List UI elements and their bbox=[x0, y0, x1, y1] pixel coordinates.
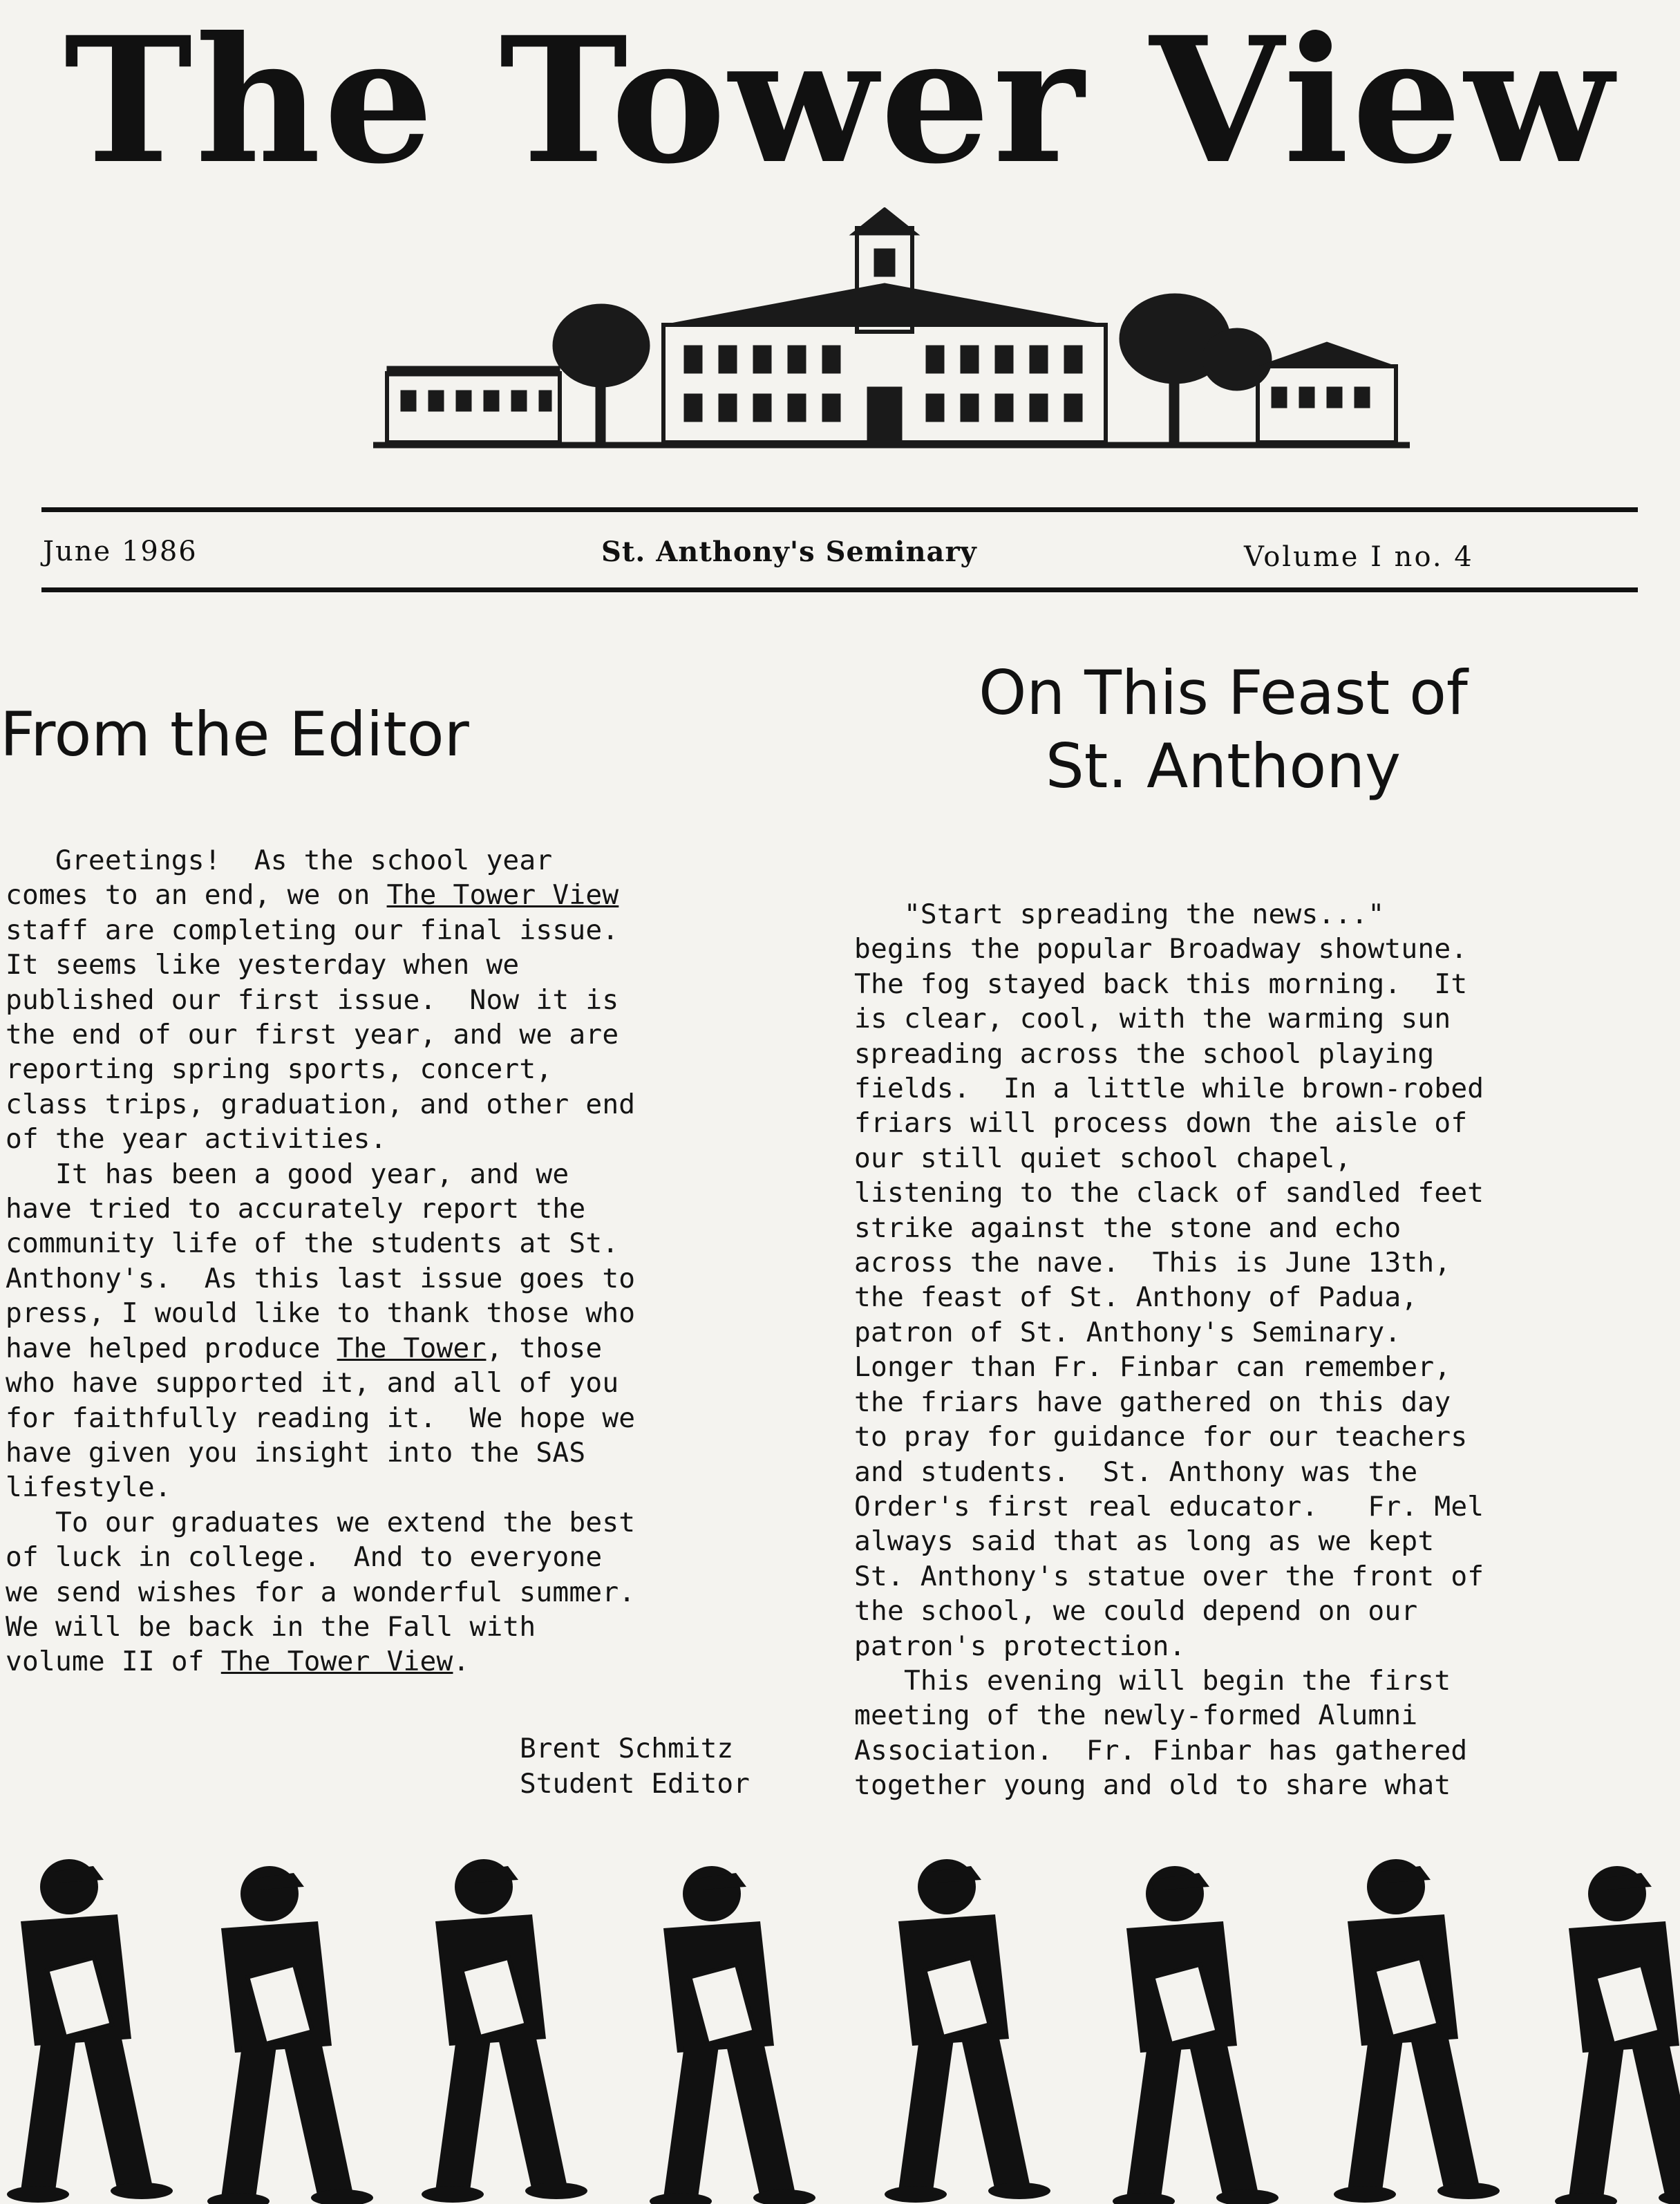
feast-text-line: St. Anthony's statue over the front of bbox=[854, 1560, 1484, 1592]
signature-name: Brent Schmitz bbox=[520, 1733, 734, 1764]
editor-text-line: staff are completing our final issue. bbox=[6, 914, 619, 946]
feast-text-line: meeting of the newly-formed Alumni bbox=[854, 1699, 1418, 1732]
feast-text-line: "Start spreading the news..." bbox=[854, 898, 1385, 930]
walking-student-silhouette bbox=[1113, 1866, 1278, 2204]
feast-headline-line1: On This Feast of bbox=[979, 657, 1468, 728]
feast-text-line: is clear, cool, with the warming sun bbox=[854, 1003, 1451, 1035]
editor-text-line: we send wishes for a wonderful summer. bbox=[6, 1576, 636, 1608]
feast-text-line: listening to the clack of sandled feet bbox=[854, 1177, 1484, 1209]
editor-text-line: published our first issue. Now it is bbox=[6, 983, 619, 1016]
editor-text-line: Anthony's. As this last issue goes to bbox=[6, 1262, 636, 1294]
editor-text-line: volume II of The Tower View. bbox=[6, 1646, 470, 1678]
feast-text-line: always said that as long as we kept bbox=[854, 1525, 1435, 1558]
walking-student-silhouette bbox=[650, 1866, 815, 2204]
editor-text-line: who have supported it, and all of you bbox=[6, 1367, 619, 1400]
editor-text-line: reporting spring sports, concert, bbox=[6, 1053, 553, 1086]
feast-headline bbox=[912, 657, 1534, 802]
walking-student-silhouette bbox=[1334, 1859, 1500, 2203]
feast-text-line: across the nave. This is June 13th, bbox=[854, 1247, 1451, 1279]
feast-text-line: spreading across the school playing bbox=[854, 1037, 1435, 1070]
editor-text-line: press, I would like to thank those who bbox=[6, 1297, 636, 1330]
volume-number: Volume I no. 4 bbox=[1244, 541, 1474, 573]
feast-text-line: Order's first real educator. Fr. Mel bbox=[854, 1490, 1484, 1523]
editor-text-line: the end of our first year, and we are bbox=[6, 1019, 619, 1051]
feast-text-line: begins the popular Broadway showtune. bbox=[854, 933, 1468, 966]
editor-text-line: It has been a good year, and we bbox=[6, 1158, 569, 1190]
feast-text-line: the feast of St. Anthony of Padua, bbox=[854, 1281, 1418, 1314]
feast-headline-line2: St. Anthony bbox=[1045, 730, 1401, 802]
editor-text-line: of luck in college. And to everyone bbox=[6, 1541, 603, 1574]
feast-text-line: This evening will begin the first bbox=[854, 1664, 1451, 1697]
walking-student-silhouette bbox=[1555, 1866, 1680, 2204]
editor-text-line: lifestyle. bbox=[6, 1471, 171, 1504]
editor-signature bbox=[520, 1731, 750, 1802]
editor-text-line: comes to an end, we on The Tower View bbox=[6, 879, 619, 912]
masthead-title: The Tower View bbox=[64, 0, 1616, 202]
walking-student-silhouette bbox=[7, 1859, 173, 2203]
feast-text-line: patron of St. Anthony's Seminary. bbox=[854, 1316, 1401, 1348]
feast-text-line: and students. St. Anthony was the bbox=[854, 1456, 1418, 1488]
editor-text-line: It seems like yesterday when we bbox=[6, 949, 520, 981]
editor-text-line: have given you insight into the SAS bbox=[6, 1436, 586, 1469]
feast-article-body bbox=[854, 897, 1484, 1803]
feast-text-line: friars will process down the aisle of bbox=[854, 1107, 1468, 1140]
editor-headline: From the Editor bbox=[0, 699, 469, 770]
feast-text-line: fields. In a little while brown-robed bbox=[854, 1073, 1484, 1105]
editor-text-line: for faithfully reading it. We hope we bbox=[6, 1402, 636, 1434]
walking-student-silhouette bbox=[422, 1859, 587, 2203]
editor-article-body bbox=[6, 843, 635, 1679]
issue-date: June 1986 bbox=[43, 536, 198, 567]
signature-title: Student Editor bbox=[520, 1768, 750, 1800]
editor-text-line: Greetings! As the school year bbox=[6, 845, 553, 876]
editor-text-line: of the year activities. bbox=[6, 1123, 387, 1156]
feast-text-line: together young and old to share what bbox=[854, 1769, 1451, 1802]
feast-text-line: The fog stayed back this morning. It bbox=[854, 968, 1468, 1000]
editor-text-line: To our graduates we extend the best bbox=[6, 1506, 636, 1538]
walking-student-silhouette bbox=[885, 1859, 1050, 2203]
feast-text-line: to pray for guidance for our teachers bbox=[854, 1421, 1468, 1453]
school-name: St. Anthony's Seminary bbox=[601, 536, 977, 568]
feast-text-line: strike against the stone and echo bbox=[854, 1212, 1401, 1244]
walking-students-illustration bbox=[0, 1859, 1680, 2204]
walking-student-silhouette bbox=[207, 1866, 373, 2204]
masthead-rule-top bbox=[41, 507, 1638, 512]
feast-text-line: patron's protection. bbox=[854, 1630, 1186, 1662]
editor-text-line: We will be back in the Fall with bbox=[6, 1610, 536, 1643]
feast-text-line: our still quiet school chapel, bbox=[854, 1142, 1352, 1174]
feast-text-line: Longer than Fr. Finbar can remember, bbox=[854, 1351, 1451, 1384]
feast-text-line: Association. Fr. Finbar has gathered bbox=[854, 1734, 1468, 1767]
editor-text-line: community life of the students at St. bbox=[6, 1227, 619, 1260]
feast-text-line: the school, we could depend on our bbox=[854, 1595, 1418, 1628]
school-building-illustration bbox=[373, 207, 1410, 463]
editor-text-line: class trips, graduation, and other end bbox=[6, 1088, 636, 1120]
feast-text-line: the friars have gathered on this day bbox=[854, 1386, 1451, 1418]
masthead-rule-bottom bbox=[41, 587, 1638, 592]
editor-text-line: have helped produce The Tower, those bbox=[6, 1332, 603, 1364]
editor-text-line: have tried to accurately report the bbox=[6, 1193, 586, 1225]
